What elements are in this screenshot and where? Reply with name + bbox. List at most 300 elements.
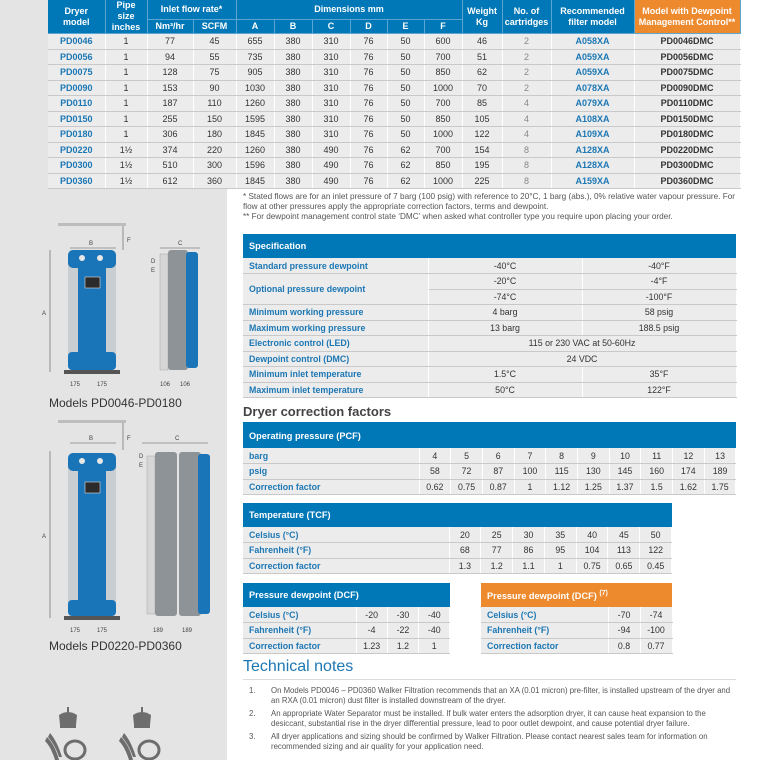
spec-label: Standard pressure dewpoint bbox=[243, 258, 428, 274]
dcf-value: 1.2 bbox=[387, 638, 418, 654]
cell-model: PD0056 bbox=[48, 49, 105, 65]
technical-notes-rule bbox=[243, 679, 736, 680]
cell-pipe-size: 1½ bbox=[105, 158, 147, 174]
pcf-value: 13 bbox=[704, 448, 736, 464]
cell-dim-a: 1596 bbox=[236, 158, 274, 174]
cell-model: PD0075 bbox=[48, 65, 105, 81]
tcf-row bbox=[243, 527, 672, 543]
dim-label-b-2: B bbox=[89, 436, 94, 442]
spec-row bbox=[243, 305, 736, 321]
dcf-row bbox=[243, 638, 450, 654]
technical-note-text: All dryer applications and sizing should be confirmed by Walker Filtration. Please contact nearest sales team for information on recommended sizing and air quality for your application need. bbox=[271, 732, 708, 751]
pcf-value: 58 bbox=[419, 464, 451, 480]
spec-row bbox=[243, 382, 736, 398]
cell-weight: 122 bbox=[462, 127, 502, 143]
dryer-diagram-large bbox=[20, 420, 220, 635]
cell-dim-b: 380 bbox=[274, 142, 312, 158]
cell-nm3hr: 187 bbox=[147, 96, 193, 112]
cell-dmc-model: PD0056DMC bbox=[634, 49, 740, 65]
correction-factors-rule bbox=[243, 422, 736, 424]
cell-dim-c: 490 bbox=[312, 142, 350, 158]
dcf7-row bbox=[481, 607, 672, 623]
cell-filter: A159XA bbox=[551, 173, 634, 189]
dim-label-c: C bbox=[178, 241, 183, 247]
cell-pipe-size: 1 bbox=[105, 127, 147, 143]
cell-filter: A109XA bbox=[551, 127, 634, 143]
cell-dim-a: 1595 bbox=[236, 111, 274, 127]
dcf7-value: -100 bbox=[640, 623, 672, 639]
dcf-row-label: Fahrenheit (°F) bbox=[243, 623, 356, 639]
cell-dim-b: 380 bbox=[274, 158, 312, 174]
pcf-row-label: Correction factor bbox=[243, 479, 419, 495]
cell-scfm: 55 bbox=[193, 49, 236, 65]
side-dim-1: 106 bbox=[160, 382, 171, 388]
dryer-diagram-small bbox=[20, 222, 220, 392]
spec-row bbox=[243, 336, 736, 352]
pcf-value: 189 bbox=[704, 464, 736, 480]
pcf-value: 1.62 bbox=[673, 479, 705, 495]
spec-label: Minimum working pressure bbox=[243, 305, 428, 321]
technical-note bbox=[249, 732, 739, 751]
cell-cartridges: 8 bbox=[502, 173, 551, 189]
cell-dim-b: 380 bbox=[274, 80, 312, 96]
dcf7-value: -74 bbox=[640, 607, 672, 623]
correction-factors-title: Dryer correction factors bbox=[243, 404, 392, 419]
tcf-value: 1 bbox=[544, 558, 576, 574]
tcf-row-label: Fahrenheit (°F) bbox=[243, 543, 449, 559]
tcf-value: 20 bbox=[449, 527, 481, 543]
technical-note-number: 3. bbox=[249, 732, 256, 741]
pcf-row bbox=[243, 479, 736, 495]
pcf-value: 11 bbox=[641, 448, 673, 464]
spec-value-metric: 4 barg bbox=[428, 305, 582, 321]
cell-dim-d: 76 bbox=[350, 34, 387, 50]
dcf-extended-title-text: Pressure dewpoint (DCF) bbox=[487, 591, 597, 602]
pcf-value: 7 bbox=[514, 448, 546, 464]
pcf-value: 0.62 bbox=[419, 479, 451, 495]
cell-dim-a: 1845 bbox=[236, 127, 274, 143]
cell-cartridges: 4 bbox=[502, 111, 551, 127]
spec-value: 115 or 230 VAC at 50-60Hz bbox=[428, 336, 736, 352]
cell-weight: 70 bbox=[462, 80, 502, 96]
cell-dim-b: 380 bbox=[274, 34, 312, 50]
cell-scfm: 75 bbox=[193, 65, 236, 81]
cell-nm3hr: 510 bbox=[147, 158, 193, 174]
cell-dim-a: 1030 bbox=[236, 80, 274, 96]
spec-row bbox=[243, 274, 736, 290]
cell-dim-c: 310 bbox=[312, 127, 350, 143]
spec-value-metric: 1.5°C bbox=[428, 367, 582, 383]
dim-label-a-2: A bbox=[42, 534, 47, 540]
spec-label: Minimum inlet temperature bbox=[243, 367, 428, 383]
cell-filter: A108XA bbox=[551, 111, 634, 127]
pcf-value: 174 bbox=[673, 464, 705, 480]
cell-dim-c: 310 bbox=[312, 80, 350, 96]
specification-title: Specification bbox=[243, 234, 736, 258]
front-dim-2-2: 175 bbox=[97, 628, 108, 634]
cell-filter: A059XA bbox=[551, 65, 634, 81]
cell-dim-c: 310 bbox=[312, 34, 350, 50]
pcf-value: 1.37 bbox=[609, 479, 641, 495]
spec-value-metric: -20°C bbox=[428, 274, 582, 290]
cell-dim-f: 700 bbox=[424, 49, 462, 65]
cell-dim-d: 76 bbox=[350, 142, 387, 158]
cell-cartridges: 4 bbox=[502, 96, 551, 112]
cell-cartridges: 2 bbox=[502, 80, 551, 96]
front-dim-1-2: 175 bbox=[70, 628, 81, 634]
tcf-value: 104 bbox=[576, 543, 608, 559]
dcf7-value: 0.8 bbox=[608, 638, 640, 654]
queens-award-logo-1 bbox=[45, 705, 95, 760]
dcf7-value: -70 bbox=[608, 607, 640, 623]
tcf-value: 0.75 bbox=[576, 558, 608, 574]
dryer-models-table bbox=[48, 0, 741, 189]
dcf-value: -40 bbox=[419, 623, 450, 639]
header-cartridges: No. of cartridges bbox=[502, 0, 551, 34]
cell-cartridges: 4 bbox=[502, 127, 551, 143]
dcf-value: -22 bbox=[387, 623, 418, 639]
cell-pipe-size: 1 bbox=[105, 80, 147, 96]
header-filter: Recommended filter model bbox=[551, 0, 634, 34]
cell-weight: 105 bbox=[462, 111, 502, 127]
dryer-side-cylinder-b bbox=[179, 452, 201, 616]
cell-dim-a: 655 bbox=[236, 34, 274, 50]
cell-dim-a: 1260 bbox=[236, 142, 274, 158]
table-row bbox=[48, 127, 740, 143]
header-dim-a: A bbox=[236, 19, 274, 33]
cell-dmc-model: PD0150DMC bbox=[634, 111, 740, 127]
cell-model: PD0110 bbox=[48, 96, 105, 112]
pcf-row bbox=[243, 448, 736, 464]
header-inlet-flow: Inlet flow rate* bbox=[147, 0, 236, 19]
header-dimensions: Dimensions mm bbox=[236, 0, 462, 19]
cell-nm3hr: 77 bbox=[147, 34, 193, 50]
cell-dim-c: 490 bbox=[312, 173, 350, 189]
cell-dmc-model: PD0046DMC bbox=[634, 34, 740, 50]
tcf-value: 68 bbox=[449, 543, 481, 559]
cell-dmc-model: PD0110DMC bbox=[634, 96, 740, 112]
dcf-extended-title bbox=[481, 583, 672, 607]
table-footnotes bbox=[243, 192, 743, 222]
pcf-value: 6 bbox=[482, 448, 514, 464]
spec-label: Electronic control (LED) bbox=[243, 336, 428, 352]
dcf-value: -20 bbox=[356, 607, 387, 623]
spec-value-imperial: 35°F bbox=[582, 367, 736, 383]
cell-dim-f: 850 bbox=[424, 65, 462, 81]
front-dim-2: 175 bbox=[97, 382, 108, 388]
dcf-row-label: Celsius (°C) bbox=[243, 607, 356, 623]
dcf-table bbox=[243, 583, 450, 654]
cell-dim-e: 50 bbox=[387, 65, 424, 81]
table-row bbox=[48, 142, 740, 158]
dcf-row bbox=[243, 623, 450, 639]
spec-value-metric: -40°C bbox=[428, 258, 582, 274]
tcf-value: 1.3 bbox=[449, 558, 481, 574]
pcf-title: Operating pressure (PCF) bbox=[243, 424, 736, 448]
cell-dim-d: 76 bbox=[350, 173, 387, 189]
pcf-value: 8 bbox=[546, 448, 578, 464]
cell-weight: 195 bbox=[462, 158, 502, 174]
tcf-value: 95 bbox=[544, 543, 576, 559]
tcf-title: Temperature (TCF) bbox=[243, 503, 672, 527]
cell-dim-f: 1000 bbox=[424, 127, 462, 143]
dim-label-e: E bbox=[151, 268, 156, 274]
cell-weight: 51 bbox=[462, 49, 502, 65]
table-row bbox=[48, 49, 740, 65]
cell-pipe-size: 1½ bbox=[105, 173, 147, 189]
front-dim-1: 175 bbox=[70, 382, 81, 388]
pcf-value: 87 bbox=[482, 464, 514, 480]
dim-label-a: A bbox=[42, 311, 47, 317]
pcf-value: 10 bbox=[609, 448, 641, 464]
cell-weight: 225 bbox=[462, 173, 502, 189]
tcf-value: 86 bbox=[513, 543, 545, 559]
cell-dim-b: 380 bbox=[274, 49, 312, 65]
header-dim-d: D bbox=[350, 19, 387, 33]
cell-dim-d: 76 bbox=[350, 65, 387, 81]
pcf-value: 12 bbox=[673, 448, 705, 464]
table-row bbox=[48, 173, 740, 189]
spec-label: Maximum inlet temperature bbox=[243, 382, 428, 398]
cell-scfm: 360 bbox=[193, 173, 236, 189]
cell-scfm: 150 bbox=[193, 111, 236, 127]
tcf-row bbox=[243, 558, 672, 574]
tcf-value: 1.1 bbox=[513, 558, 545, 574]
dcf7-row-label: Celsius (°C) bbox=[481, 607, 608, 623]
cell-weight: 62 bbox=[462, 65, 502, 81]
cell-scfm: 300 bbox=[193, 158, 236, 174]
cell-dim-e: 62 bbox=[387, 142, 424, 158]
dcf-value: -4 bbox=[356, 623, 387, 639]
spec-row bbox=[243, 367, 736, 383]
pcf-value: 1.25 bbox=[577, 479, 609, 495]
cell-model: PD0090 bbox=[48, 80, 105, 96]
pcf-value: 145 bbox=[609, 464, 641, 480]
pcf-value: 5 bbox=[451, 448, 483, 464]
cell-pipe-size: 1 bbox=[105, 96, 147, 112]
tcf-value: 30 bbox=[513, 527, 545, 543]
cell-dim-d: 76 bbox=[350, 111, 387, 127]
cell-cartridges: 2 bbox=[502, 34, 551, 50]
spec-value-metric: 50°C bbox=[428, 382, 582, 398]
dcf-row bbox=[243, 607, 450, 623]
dcf-extended-footnote-ref: (7) bbox=[599, 589, 608, 597]
pcf-value: 0.87 bbox=[482, 479, 514, 495]
dcf7-row-label: Fahrenheit (°F) bbox=[481, 623, 608, 639]
cell-dmc-model: PD0075DMC bbox=[634, 65, 740, 81]
spec-value-imperial: -100°F bbox=[582, 289, 736, 305]
tcf-value: 25 bbox=[481, 527, 513, 543]
pcf-value: 0.75 bbox=[451, 479, 483, 495]
spec-value-imperial: 58 psig bbox=[582, 305, 736, 321]
tcf-row-label: Correction factor bbox=[243, 558, 449, 574]
cell-model: PD0300 bbox=[48, 158, 105, 174]
cell-dim-b: 380 bbox=[274, 173, 312, 189]
dcf7-value: -94 bbox=[608, 623, 640, 639]
header-pipe-size: Pipe size inches bbox=[105, 0, 147, 34]
pcf-value: 9 bbox=[577, 448, 609, 464]
footnote-dmc: ** For dewpoint management control state ‘DMC’ when asked what controller type you require upon placing your order. bbox=[243, 212, 673, 221]
dryer-side-cylinder-a bbox=[155, 452, 177, 616]
dim-label-f: F bbox=[127, 238, 131, 244]
cell-dim-e: 50 bbox=[387, 96, 424, 112]
tcf-value: 1.2 bbox=[481, 558, 513, 574]
cell-dim-e: 50 bbox=[387, 127, 424, 143]
pcf-value: 130 bbox=[577, 464, 609, 480]
cell-pipe-size: 1 bbox=[105, 49, 147, 65]
dcf7-row-label: Correction factor bbox=[481, 638, 608, 654]
spec-row bbox=[243, 320, 736, 336]
dcf-title: Pressure dewpoint (DCF) bbox=[243, 583, 450, 607]
dryer-side-cylinder bbox=[168, 250, 188, 370]
cell-cartridges: 2 bbox=[502, 65, 551, 81]
tcf-value: 0.65 bbox=[608, 558, 640, 574]
pcf-value: 160 bbox=[641, 464, 673, 480]
dcf-row-label: Correction factor bbox=[243, 638, 356, 654]
cell-dim-d: 76 bbox=[350, 80, 387, 96]
cell-model: PD0046 bbox=[48, 34, 105, 50]
cell-dim-b: 380 bbox=[274, 111, 312, 127]
cell-dmc-model: PD0220DMC bbox=[634, 142, 740, 158]
tcf-row-label: Celsius (°C) bbox=[243, 527, 449, 543]
cell-pipe-size: 1 bbox=[105, 111, 147, 127]
tcf-value: 50 bbox=[640, 527, 672, 543]
cell-pipe-size: 1 bbox=[105, 65, 147, 81]
cell-filter: A058XA bbox=[551, 34, 634, 50]
table-row bbox=[48, 34, 740, 50]
table-row bbox=[48, 111, 740, 127]
table-row bbox=[48, 96, 740, 112]
pcf-value: 115 bbox=[546, 464, 578, 480]
cell-nm3hr: 306 bbox=[147, 127, 193, 143]
spec-value: 24 VDC bbox=[428, 351, 736, 367]
dim-label-d-2: D bbox=[139, 454, 144, 460]
header-dim-b: B bbox=[274, 19, 312, 33]
dcf-value: -40 bbox=[419, 607, 450, 623]
technical-note-number: 2. bbox=[249, 709, 256, 718]
cell-dim-e: 50 bbox=[387, 80, 424, 96]
queens-award-logo-2 bbox=[119, 705, 169, 760]
cell-dim-f: 850 bbox=[424, 111, 462, 127]
cell-model: PD0220 bbox=[48, 142, 105, 158]
spec-value-imperial: 122°F bbox=[582, 382, 736, 398]
side-dim-2-2: 189 bbox=[182, 628, 193, 634]
cell-filter: A078XA bbox=[551, 80, 634, 96]
cell-dmc-model: PD0300DMC bbox=[634, 158, 740, 174]
header-dim-f: F bbox=[424, 19, 462, 33]
cell-dim-f: 700 bbox=[424, 96, 462, 112]
side-dim-1-2: 189 bbox=[153, 628, 164, 634]
cell-cartridges: 2 bbox=[502, 49, 551, 65]
cell-weight: 46 bbox=[462, 34, 502, 50]
dim-label-d: D bbox=[151, 259, 156, 265]
pcf-row-label: psig bbox=[243, 464, 419, 480]
cell-dmc-model: PD0360DMC bbox=[634, 173, 740, 189]
dcf7-row bbox=[481, 623, 672, 639]
dim-label-b: B bbox=[89, 241, 94, 247]
cell-dim-c: 490 bbox=[312, 158, 350, 174]
spec-value-metric: 13 barg bbox=[428, 320, 582, 336]
cell-filter: A079XA bbox=[551, 96, 634, 112]
header-dryer-model: Dryer model bbox=[48, 0, 105, 34]
dcf7-value: 0.77 bbox=[640, 638, 672, 654]
header-weight: Weight Kg bbox=[462, 0, 502, 34]
cell-dmc-model: PD0090DMC bbox=[634, 80, 740, 96]
cell-dim-f: 600 bbox=[424, 34, 462, 50]
cell-weight: 154 bbox=[462, 142, 502, 158]
table-row bbox=[48, 80, 740, 96]
tcf-row bbox=[243, 543, 672, 559]
cell-dim-a: 735 bbox=[236, 49, 274, 65]
cell-cartridges: 8 bbox=[502, 142, 551, 158]
cell-dim-f: 700 bbox=[424, 142, 462, 158]
header-scfm: SCFM bbox=[193, 19, 236, 33]
technical-note-text: On Models PD0046 – PD0360 Walker Filtration recommends that an XA (0.01 micron) pre-filter, is installed upstream of the dryer and an RXA (0.01 micron) dust filter is installed downstream of the dryer. bbox=[271, 686, 731, 705]
spec-row bbox=[243, 351, 736, 367]
cell-scfm: 45 bbox=[193, 34, 236, 50]
table-row bbox=[48, 158, 740, 174]
pcf-value: 4 bbox=[419, 448, 451, 464]
cell-dmc-model: PD0180DMC bbox=[634, 127, 740, 143]
cell-pipe-size: 1 bbox=[105, 34, 147, 50]
cell-dim-b: 380 bbox=[274, 127, 312, 143]
spec-value-imperial: 188.5 psig bbox=[582, 320, 736, 336]
pcf-row-label: barg bbox=[243, 448, 419, 464]
cell-filter: A128XA bbox=[551, 142, 634, 158]
cell-filter: A059XA bbox=[551, 49, 634, 65]
cell-dim-a: 1260 bbox=[236, 96, 274, 112]
cell-dim-c: 310 bbox=[312, 96, 350, 112]
cell-cartridges: 8 bbox=[502, 158, 551, 174]
dcf-extended-table bbox=[481, 583, 673, 654]
tcf-value: 35 bbox=[544, 527, 576, 543]
dcf-value: -30 bbox=[387, 607, 418, 623]
cell-scfm: 220 bbox=[193, 142, 236, 158]
cell-dim-a: 1845 bbox=[236, 173, 274, 189]
cell-pipe-size: 1½ bbox=[105, 142, 147, 158]
spec-label: Dewpoint control (DMC) bbox=[243, 351, 428, 367]
spec-value-imperial: -40°F bbox=[582, 258, 736, 274]
specification-table bbox=[243, 234, 737, 398]
spec-label: Optional pressure dewpoint bbox=[243, 274, 428, 305]
cell-scfm: 180 bbox=[193, 127, 236, 143]
pcf-value: 1.12 bbox=[546, 479, 578, 495]
cell-dim-d: 76 bbox=[350, 96, 387, 112]
header-dmc: Model with Dewpoint Management Control** bbox=[634, 0, 740, 34]
dcf7-row bbox=[481, 638, 672, 654]
spec-value-imperial: -4°F bbox=[582, 274, 736, 290]
technical-notes-title: Technical notes bbox=[243, 658, 354, 675]
tcf-value: 122 bbox=[640, 543, 672, 559]
tcf-value: 77 bbox=[481, 543, 513, 559]
cell-scfm: 110 bbox=[193, 96, 236, 112]
tcf-value: 113 bbox=[608, 543, 640, 559]
cell-dim-f: 1000 bbox=[424, 80, 462, 96]
technical-note bbox=[249, 709, 739, 728]
cell-dim-c: 310 bbox=[312, 65, 350, 81]
figure-caption-small: Models PD0046-PD0180 bbox=[49, 396, 182, 410]
cell-model: PD0150 bbox=[48, 111, 105, 127]
cell-dim-e: 62 bbox=[387, 158, 424, 174]
dcf-value: 1.23 bbox=[356, 638, 387, 654]
tcf-value: 45 bbox=[608, 527, 640, 543]
spec-label: Maximum working pressure bbox=[243, 320, 428, 336]
cell-dim-a: 905 bbox=[236, 65, 274, 81]
cell-dim-d: 76 bbox=[350, 158, 387, 174]
cell-model: PD0360 bbox=[48, 173, 105, 189]
cell-nm3hr: 374 bbox=[147, 142, 193, 158]
cell-dim-f: 1000 bbox=[424, 173, 462, 189]
